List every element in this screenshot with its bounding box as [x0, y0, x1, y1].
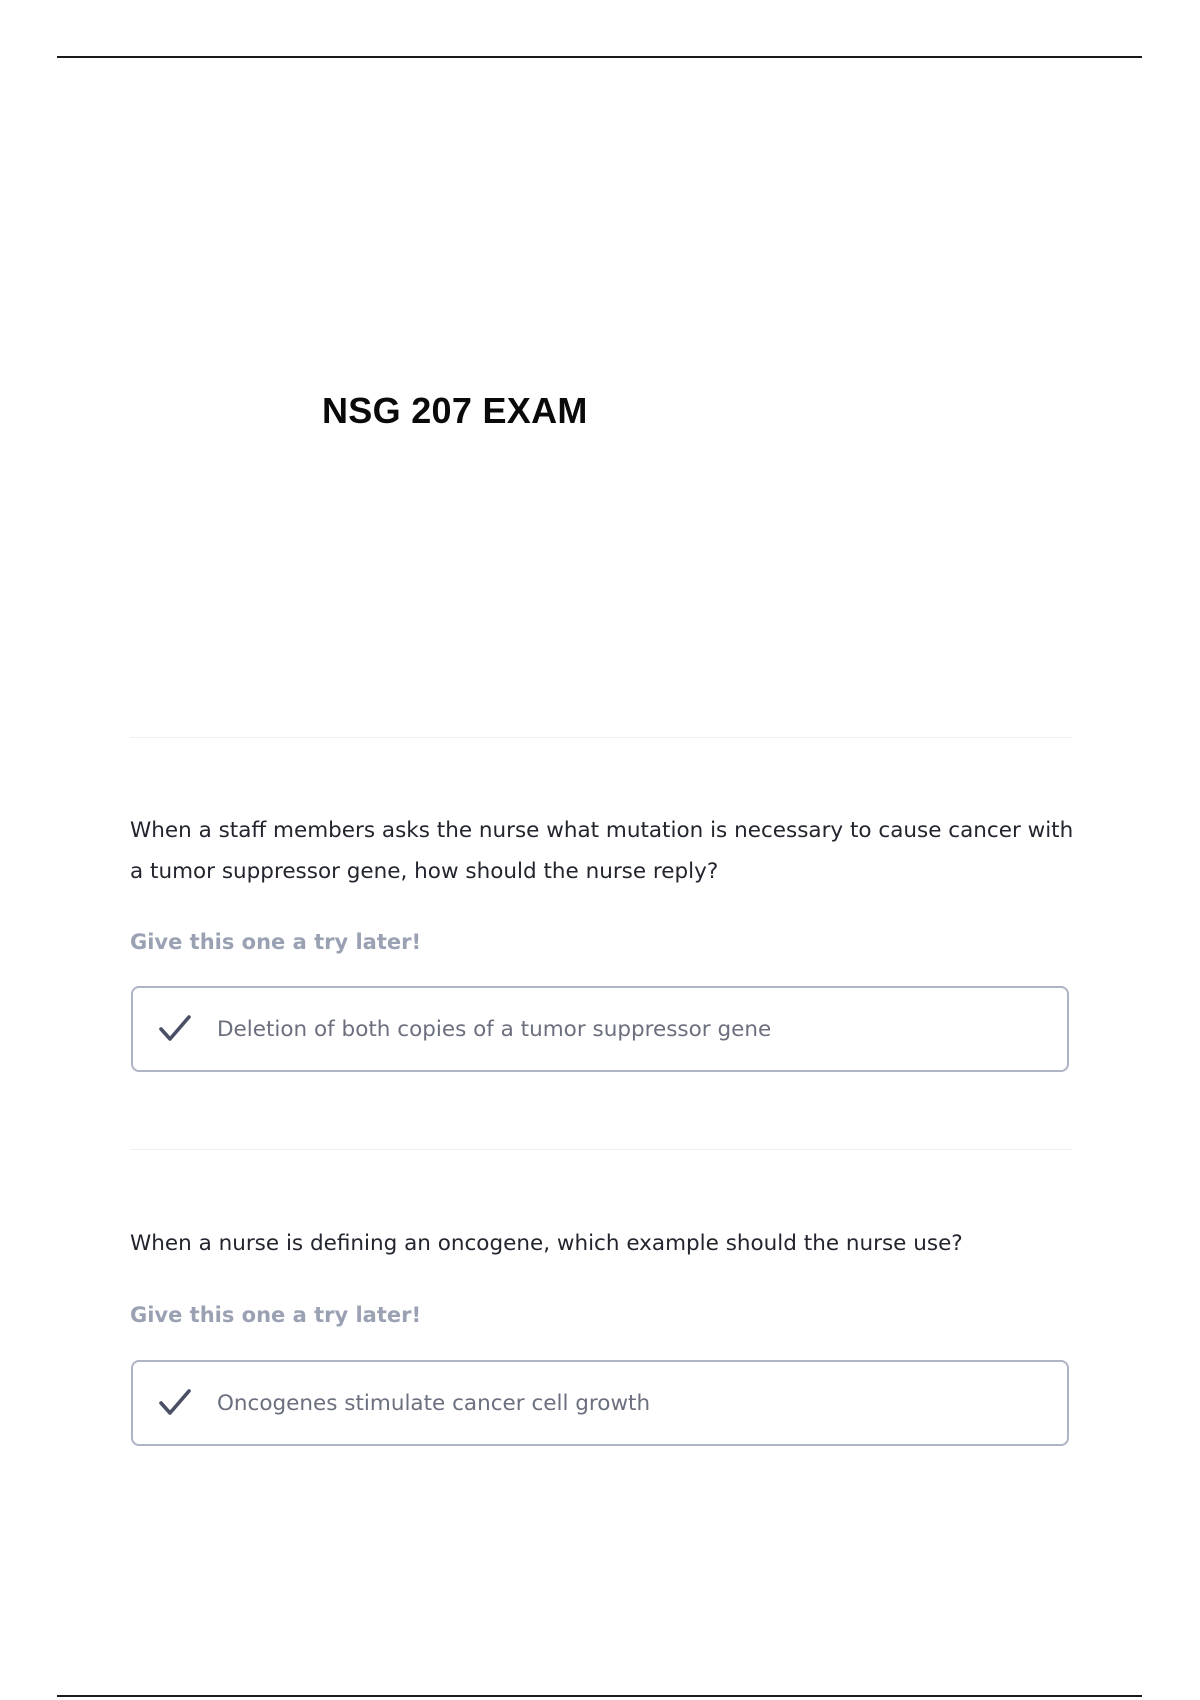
question-1-prompt: When a staff members asks the nurse what mutation is necessary to cause cancer with a tumor suppressor gene, how should the nurse reply?	[130, 818, 1074, 884]
question-2-hint: Give this one a try later!	[130, 1303, 422, 1327]
question-1-answer-text: Deletion of both copies of a tumor suppressor gene	[217, 1016, 772, 1042]
document-title: NSG 207 EXAM	[322, 390, 588, 431]
question-1-hint: Give this one a try later!	[130, 930, 422, 954]
checkmark-icon	[157, 1385, 193, 1421]
question-1-answer-card[interactable]	[131, 986, 1069, 1072]
question-2-prompt: When a nurse is defining an oncogene, which example should the nurse use?	[130, 1231, 963, 1256]
section-divider	[130, 737, 1072, 738]
section-divider	[130, 1149, 1072, 1150]
page-bottom-rule	[57, 1695, 1142, 1697]
page-top-rule	[57, 56, 1142, 58]
question-2-answer-card[interactable]	[131, 1360, 1069, 1446]
question-2-answer-text: Oncogenes stimulate cancer cell growth	[217, 1390, 651, 1416]
checkmark-icon	[157, 1011, 193, 1047]
